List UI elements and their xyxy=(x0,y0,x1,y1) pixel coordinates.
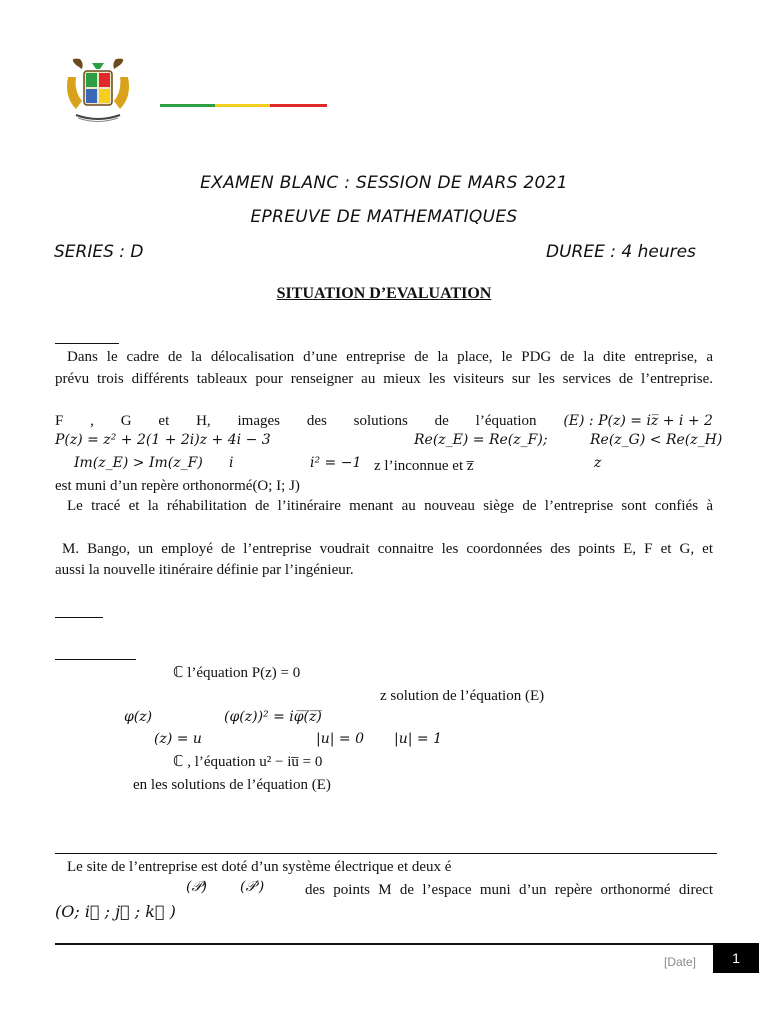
repere-line: est muni d’un repère orthonormé(O; I; J) xyxy=(55,478,300,494)
task-4c: |u| = 1 xyxy=(394,731,442,747)
intro-line-3 xyxy=(55,410,713,432)
word-de: de xyxy=(434,413,449,429)
trace-line: Le tracé et la réhabilitation de l’itinéraire menant au nouveau siège de l’entreprise sont confiés à xyxy=(67,498,713,514)
series-label: SERIES : D xyxy=(54,242,144,262)
task-4b: |u| = 0 xyxy=(316,731,364,747)
intro-line-1: Dans le cadre de la délocalisation d’une entreprise de la place, le PDG de la dite entreprise, a xyxy=(67,349,713,365)
flag-bar-green xyxy=(160,104,215,107)
unknown-z-text: z l’inconnue et z̅ xyxy=(374,458,474,474)
plane-p-prime: (𝒫′) xyxy=(240,879,265,895)
task-2: z solution de l’équation (E) xyxy=(380,688,545,704)
part2-rule xyxy=(55,853,717,854)
word-des: des xyxy=(306,413,327,429)
task-6: en les solutions de l’équation (E) xyxy=(133,777,331,793)
bango-line-2: aussi la nouvelle itinéraire définie par l’ingénieur. xyxy=(55,562,354,578)
condition-re-ef: Re(z_E) = Re(z_F); xyxy=(414,432,548,448)
exam-title: EXAMEN BLANC : SESSION DE MARS 2021 xyxy=(200,173,568,193)
variable-z: z xyxy=(594,455,602,471)
task-3a: φ(z) xyxy=(124,709,153,725)
task-4a: (z) = u xyxy=(154,731,202,747)
i-squared: i² = −1 xyxy=(310,455,362,471)
intro-line-2: prévu trois différents tableaux pour renseigner au mieux les visiteurs sur les services de l’entreprise. xyxy=(55,371,713,387)
part2-line-1: Le site de l’entreprise est doté d’un système électrique et deux é xyxy=(67,859,452,875)
footer-rule xyxy=(55,943,713,945)
point-f: F xyxy=(55,413,64,429)
part2-line-2: des points M de l’espace muni d’un repère orthonormé direct xyxy=(305,882,713,898)
task-1: ℂ l’équation P(z) = 0 xyxy=(173,665,301,681)
section-title: SITUATION D’EVALUATION xyxy=(276,285,492,302)
equation-e: (E) : P(z) = iz̅ + i + 2 xyxy=(563,413,713,429)
repere-oijk: (O; i⃗ ; j⃗ ; k⃗ ) xyxy=(55,902,176,921)
polynomial-p: P(z) = z² + 2(1 + 2i)z + 4i − 3 xyxy=(55,432,271,448)
bango-line-1: M. Bango, un employé de l’entreprise voudrait connaitre les coordonnées des points E, F et G, et xyxy=(62,541,713,557)
task-5: ℂ , l’équation u² − iu̅ = 0 xyxy=(173,754,323,770)
task-rule-long xyxy=(55,659,136,660)
imaginary-i: i xyxy=(229,455,234,471)
subject-title: EPREUVE DE MATHEMATIQUES xyxy=(250,207,518,227)
word-solutions: solutions xyxy=(353,413,408,429)
task-rule-short xyxy=(55,617,103,618)
footer-date: [Date] xyxy=(664,955,697,969)
task-3b: (φ(z))² = iφ̅(̅z̅)̅ xyxy=(224,709,322,725)
flag-bar-red xyxy=(270,104,327,107)
plane-p: (𝒫) xyxy=(186,879,208,895)
word-equation: l’équation xyxy=(475,413,537,429)
condition-im-ef: Im(z_E) > Im(z_F) xyxy=(74,455,203,471)
point-g: G xyxy=(120,413,132,429)
word-et: et xyxy=(158,413,170,429)
point-h: H, xyxy=(196,413,211,429)
word-images: images xyxy=(237,413,280,429)
page-number: 1 xyxy=(713,943,759,973)
condition-re-gh: Re(z_G) < Re(z_H) xyxy=(590,432,723,448)
comma: , xyxy=(90,413,94,429)
duration-label: DUREE : 4 heures xyxy=(546,242,696,262)
context-underline xyxy=(55,343,119,344)
flag-bar-yellow xyxy=(215,104,270,107)
coat-of-arms-emblem xyxy=(62,55,134,127)
